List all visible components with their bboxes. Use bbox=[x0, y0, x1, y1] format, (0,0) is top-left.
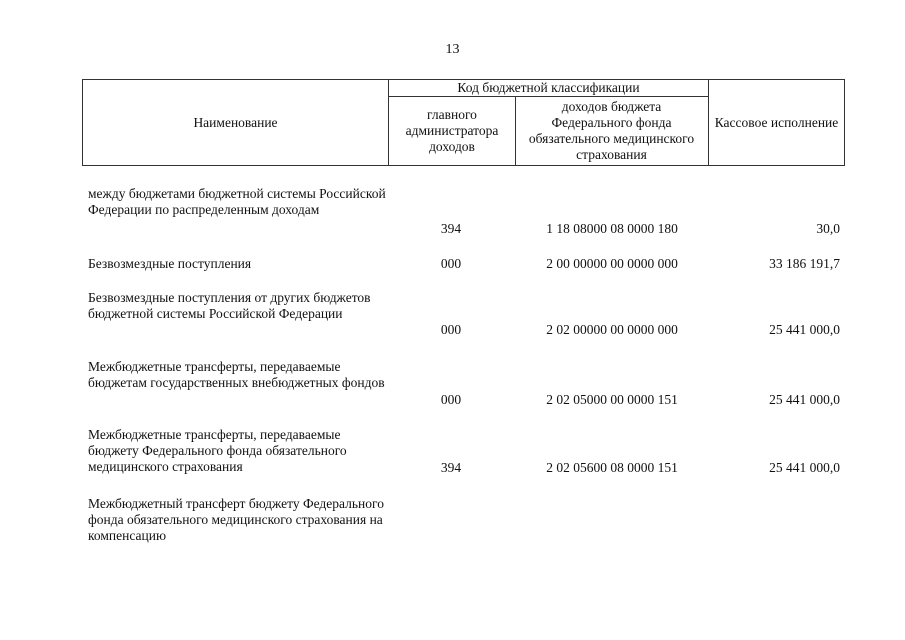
row-name: между бюджетами бюджетной системы Российской Федерации по распределенным доходам bbox=[88, 186, 386, 217]
row-admin-code: 394 bbox=[440, 221, 462, 236]
page-number: 13 bbox=[445, 42, 460, 57]
table-row bbox=[0, 290, 905, 342]
table-header bbox=[0, 0, 905, 170]
row-admin-code: 394 bbox=[440, 460, 462, 475]
table-row bbox=[0, 359, 905, 411]
header-cash: Кассовое исполнение bbox=[714, 114, 839, 130]
row-amount: 25 441 000,0 bbox=[769, 460, 840, 475]
row-name: Безвозмездные поступления bbox=[88, 256, 252, 271]
header-admin: главного администратора доходов bbox=[405, 107, 499, 154]
row-budget-code: 2 00 00000 00 0000 000 bbox=[546, 256, 678, 271]
row-admin-code: 000 bbox=[440, 322, 462, 337]
table-row bbox=[0, 496, 905, 548]
row-amount: 25 441 000,0 bbox=[769, 392, 840, 407]
table-row bbox=[0, 186, 905, 238]
header-budget-code-group: Код бюджетной классификации bbox=[457, 80, 640, 95]
row-budget-code: 1 18 08000 08 0000 180 bbox=[546, 221, 678, 236]
row-name: Межбюджетные трансферты, передаваемые бюджету Федерального фонда обязательного медицинского страхования bbox=[88, 427, 347, 474]
row-budget-code: 2 02 00000 00 0000 000 bbox=[546, 322, 678, 337]
table-row bbox=[0, 256, 905, 274]
header-name: Наименование bbox=[193, 114, 278, 130]
row-name: Межбюджетный трансферт бюджету Федерального фонда обязательного медицинского страхования на компенсацию bbox=[88, 496, 384, 543]
row-name: Межбюджетные трансферты, передаваемые бюджетам государственных внебюджетных фондов bbox=[88, 359, 385, 390]
table-row bbox=[0, 427, 905, 479]
header-revenue: доходов бюджета Федерального фонда обязательного медицинского страхования bbox=[528, 99, 695, 162]
row-admin-code: 000 bbox=[440, 392, 462, 407]
row-budget-code: 2 02 05000 00 0000 151 bbox=[546, 392, 678, 407]
header-right-border bbox=[844, 79, 845, 166]
row-amount: 25 441 000,0 bbox=[769, 322, 840, 337]
row-budget-code: 2 02 05600 08 0000 151 bbox=[546, 460, 678, 475]
header-bottom-border bbox=[82, 165, 845, 166]
row-name: Безвозмездные поступления от других бюджетов бюджетной системы Российской Федерации bbox=[88, 290, 371, 321]
row-amount: 33 186 191,7 bbox=[769, 256, 840, 271]
row-admin-code: 000 bbox=[440, 256, 462, 271]
header-divider-admin bbox=[515, 96, 516, 166]
row-amount: 30,0 bbox=[816, 221, 840, 236]
